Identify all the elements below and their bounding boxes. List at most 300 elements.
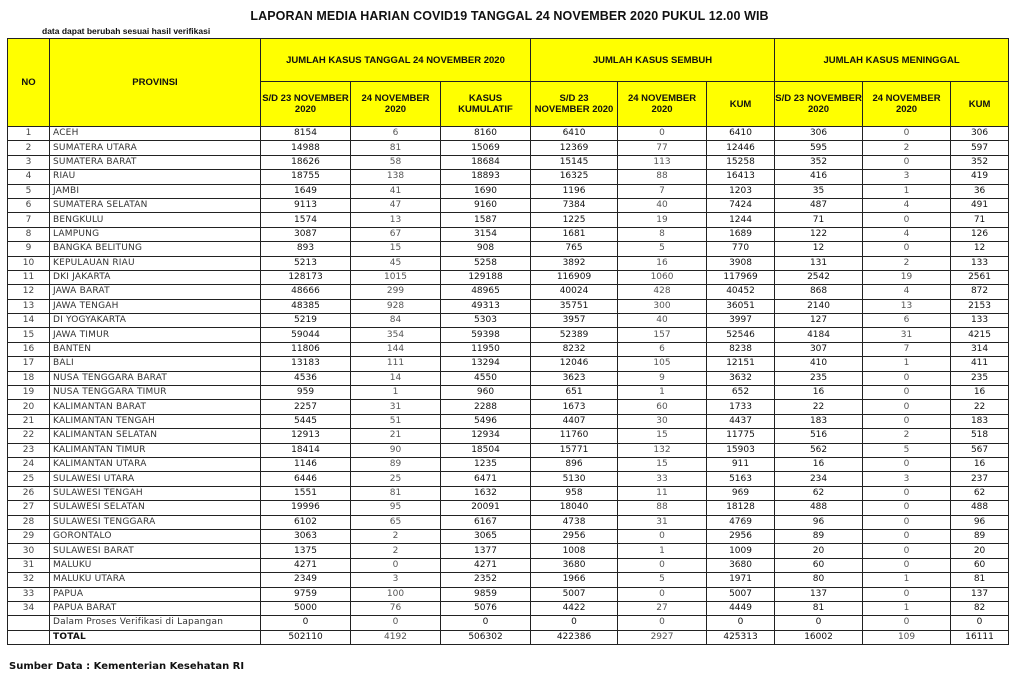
row-number: 33: [8, 587, 50, 601]
cell-s-kum: 12151: [707, 357, 775, 371]
cell-k-new: 2: [351, 544, 441, 558]
cell-k-new: 65: [351, 515, 441, 529]
cell-m-kum: 96: [951, 515, 1009, 529]
row-number: 29: [8, 529, 50, 543]
cell-m-sd: 2140: [775, 299, 863, 313]
cell-m-new: 31: [863, 328, 951, 342]
cell-k-sd: 4536: [261, 371, 351, 385]
province-name: KEPULAUAN RIAU: [50, 256, 261, 270]
cell-m-sd: 12: [775, 242, 863, 256]
row-number: 14: [8, 314, 50, 328]
cell-k-sd: 5219: [261, 314, 351, 328]
cell-k-kum: 1377: [441, 544, 531, 558]
cell-k-kum: 0: [441, 616, 531, 630]
cell-k-kum: 49313: [441, 299, 531, 313]
cell-s-new: 157: [618, 328, 707, 342]
row-number: 3: [8, 155, 50, 169]
table-row: [8, 227, 1009, 241]
cell-k-new: 41: [351, 184, 441, 198]
cell-m-kum: 4215: [951, 328, 1009, 342]
cell-m-new: 0: [863, 544, 951, 558]
province-name: JAMBI: [50, 184, 261, 198]
cell-k-kum: 2352: [441, 573, 531, 587]
cell-k-sd: 1146: [261, 457, 351, 471]
row-number: 12: [8, 285, 50, 299]
province-name: SULAWESI BARAT: [50, 544, 261, 558]
province-name: SULAWESI SELATAN: [50, 501, 261, 515]
cell-s-kum: 1689: [707, 227, 775, 241]
cell-k-sd: 6446: [261, 472, 351, 486]
cell-k-kum: 20091: [441, 501, 531, 515]
cell-m-kum: 597: [951, 141, 1009, 155]
header-provinsi: PROVINSI: [50, 39, 261, 127]
cell-m-sd: 562: [775, 443, 863, 457]
cell-k-sd: 128173: [261, 270, 351, 284]
cell-k-kum: 8160: [441, 127, 531, 141]
cell-s-sd: 651: [531, 386, 618, 400]
cell-s-new: 0: [618, 127, 707, 141]
cell-s-kum: 3908: [707, 256, 775, 270]
cell-k-new: 928: [351, 299, 441, 313]
cell-s-kum: 52546: [707, 328, 775, 342]
cell-s-sd: 52389: [531, 328, 618, 342]
cell-k-sd: 5000: [261, 601, 351, 615]
cell-m-new: 5: [863, 443, 951, 457]
province-name: BALI: [50, 357, 261, 371]
cell-m-kum: 137: [951, 587, 1009, 601]
cell-m-kum: 488: [951, 501, 1009, 515]
table-row: [8, 256, 1009, 270]
row-number: 31: [8, 558, 50, 572]
cell-m-sd: 122: [775, 227, 863, 241]
header-kasus-sd: S/D 23 NOVEMBER 2020: [261, 82, 351, 127]
cell-s-new: 132: [618, 443, 707, 457]
cell-m-kum: 20: [951, 544, 1009, 558]
cell-s-new: 31: [618, 515, 707, 529]
cell-m-sd: 71: [775, 213, 863, 227]
cell-m-new: 109: [863, 630, 951, 644]
cell-s-sd: 1681: [531, 227, 618, 241]
cell-m-sd: 137: [775, 587, 863, 601]
row-number: 15: [8, 328, 50, 342]
table-row: [8, 443, 1009, 457]
cell-k-sd: 1574: [261, 213, 351, 227]
cell-k-sd: 1551: [261, 486, 351, 500]
cell-s-kum: 18128: [707, 501, 775, 515]
cell-m-new: 3: [863, 472, 951, 486]
cell-s-sd: 12046: [531, 357, 618, 371]
cell-k-kum: 9859: [441, 587, 531, 601]
cell-s-new: 1: [618, 544, 707, 558]
table-row: [8, 429, 1009, 443]
cell-s-new: 105: [618, 357, 707, 371]
cell-k-new: 81: [351, 486, 441, 500]
cell-m-sd: 183: [775, 414, 863, 428]
cell-s-kum: 15903: [707, 443, 775, 457]
covid-report-table: [7, 38, 1009, 645]
cell-k-new: 45: [351, 256, 441, 270]
cell-m-new: 0: [863, 501, 951, 515]
cell-k-sd: 0: [261, 616, 351, 630]
cell-s-kum: 3632: [707, 371, 775, 385]
cell-k-kum: 18684: [441, 155, 531, 169]
cell-k-kum: 12934: [441, 429, 531, 443]
cell-m-new: 0: [863, 155, 951, 169]
cell-m-sd: 410: [775, 357, 863, 371]
cell-s-sd: 7384: [531, 198, 618, 212]
header-meninggal-today: 24 NOVEMBER 2020: [863, 82, 951, 127]
cell-m-new: 4: [863, 198, 951, 212]
cell-s-sd: 35751: [531, 299, 618, 313]
province-name: BANGKA BELITUNG: [50, 242, 261, 256]
cell-k-new: 25: [351, 472, 441, 486]
cell-m-new: 1: [863, 357, 951, 371]
table-row: [8, 529, 1009, 543]
cell-s-sd: 116909: [531, 270, 618, 284]
header-no: NO: [8, 39, 50, 127]
cell-s-new: 33: [618, 472, 707, 486]
cell-m-kum: 237: [951, 472, 1009, 486]
cell-s-kum: 4769: [707, 515, 775, 529]
cell-m-new: 4: [863, 227, 951, 241]
row-number: 9: [8, 242, 50, 256]
province-name: PAPUA: [50, 587, 261, 601]
cell-k-sd: 2257: [261, 400, 351, 414]
cell-k-new: 58: [351, 155, 441, 169]
cell-k-kum: 3154: [441, 227, 531, 241]
cell-m-sd: 81: [775, 601, 863, 615]
cell-m-new: 0: [863, 386, 951, 400]
row-number: 24: [8, 457, 50, 471]
cell-m-new: 7: [863, 342, 951, 356]
cell-s-new: 19: [618, 213, 707, 227]
header-kasus-kum: KASUS KUMULATIF: [441, 82, 531, 127]
cell-s-kum: 770: [707, 242, 775, 256]
province-name: RIAU: [50, 170, 261, 184]
cell-m-sd: 487: [775, 198, 863, 212]
cell-k-kum: 18893: [441, 170, 531, 184]
cell-m-sd: 595: [775, 141, 863, 155]
province-name: SUMATERA UTARA: [50, 141, 261, 155]
cell-k-sd: 6102: [261, 515, 351, 529]
province-name: TOTAL: [50, 630, 261, 644]
cell-m-sd: 16002: [775, 630, 863, 644]
cell-k-new: 47: [351, 198, 441, 212]
cell-m-kum: 419: [951, 170, 1009, 184]
header-sembuh-kum: KUM: [707, 82, 775, 127]
cell-s-sd: 15145: [531, 155, 618, 169]
header-sembuh-sd: S/D 23 NOVEMBER 2020: [531, 82, 618, 127]
cell-k-sd: 4271: [261, 558, 351, 572]
province-name: JAWA TENGAH: [50, 299, 261, 313]
cell-k-new: 299: [351, 285, 441, 299]
cell-s-sd: 5007: [531, 587, 618, 601]
cell-s-new: 2927: [618, 630, 707, 644]
cell-k-kum: 5303: [441, 314, 531, 328]
cell-k-sd: 5213: [261, 256, 351, 270]
cell-s-kum: 16413: [707, 170, 775, 184]
cell-k-kum: 9160: [441, 198, 531, 212]
cell-s-sd: 4422: [531, 601, 618, 615]
cell-s-new: 5: [618, 573, 707, 587]
cell-s-kum: 969: [707, 486, 775, 500]
row-number: 11: [8, 270, 50, 284]
cell-k-kum: 5258: [441, 256, 531, 270]
row-number: 6: [8, 198, 50, 212]
cell-m-kum: 22: [951, 400, 1009, 414]
cell-k-sd: 502110: [261, 630, 351, 644]
cell-k-sd: 9113: [261, 198, 351, 212]
row-number: 7: [8, 213, 50, 227]
table-row: [8, 357, 1009, 371]
row-number: 30: [8, 544, 50, 558]
cell-k-sd: 11806: [261, 342, 351, 356]
cell-m-kum: 133: [951, 256, 1009, 270]
cell-m-kum: 411: [951, 357, 1009, 371]
cell-s-kum: 12446: [707, 141, 775, 155]
cell-k-kum: 960: [441, 386, 531, 400]
row-number: 28: [8, 515, 50, 529]
cell-m-new: 19: [863, 270, 951, 284]
cell-k-sd: 3063: [261, 529, 351, 543]
header-group-meninggal: JUMLAH KASUS MENINGGAL: [775, 39, 1009, 82]
province-name: JAWA BARAT: [50, 285, 261, 299]
header-group-kasus: JUMLAH KASUS TANGGAL 24 NOVEMBER 2020: [261, 39, 531, 82]
cell-k-new: 76: [351, 601, 441, 615]
cell-k-sd: 3087: [261, 227, 351, 241]
row-number: 26: [8, 486, 50, 500]
province-name: BANTEN: [50, 342, 261, 356]
cell-s-sd: 3957: [531, 314, 618, 328]
cell-s-new: 11: [618, 486, 707, 500]
cell-m-kum: 16: [951, 457, 1009, 471]
cell-m-new: 6: [863, 314, 951, 328]
cell-m-kum: 81: [951, 573, 1009, 587]
cell-k-sd: 12913: [261, 429, 351, 443]
table-row: [8, 155, 1009, 169]
table-row: [8, 299, 1009, 313]
cell-s-new: 7: [618, 184, 707, 198]
cell-k-sd: 893: [261, 242, 351, 256]
cell-s-kum: 5163: [707, 472, 775, 486]
cell-m-new: 2: [863, 429, 951, 443]
province-name: NUSA TENGGARA TIMUR: [50, 386, 261, 400]
cell-m-sd: 234: [775, 472, 863, 486]
province-name: KALIMANTAN BARAT: [50, 400, 261, 414]
cell-m-new: 0: [863, 127, 951, 141]
header-kasus-today: 24 NOVEMBER 2020: [351, 82, 441, 127]
cell-k-new: 6: [351, 127, 441, 141]
cell-s-new: 40: [618, 314, 707, 328]
cell-m-new: 0: [863, 371, 951, 385]
cell-k-new: 84: [351, 314, 441, 328]
cell-s-sd: 2956: [531, 529, 618, 543]
cell-s-sd: 18040: [531, 501, 618, 515]
table-row: [8, 501, 1009, 515]
table-row: [8, 386, 1009, 400]
cell-m-sd: 131: [775, 256, 863, 270]
province-name: DI YOGYAKARTA: [50, 314, 261, 328]
province-name: PAPUA BARAT: [50, 601, 261, 615]
cell-m-kum: 518: [951, 429, 1009, 443]
cell-m-kum: 82: [951, 601, 1009, 615]
cell-k-new: 2: [351, 529, 441, 543]
cell-m-new: 4: [863, 285, 951, 299]
cell-k-new: 100: [351, 587, 441, 601]
cell-s-new: 113: [618, 155, 707, 169]
province-name: JAWA TIMUR: [50, 328, 261, 342]
cell-m-sd: 89: [775, 529, 863, 543]
province-name: ACEH: [50, 127, 261, 141]
cell-m-sd: 16: [775, 386, 863, 400]
cell-k-new: 21: [351, 429, 441, 443]
table-row: [8, 414, 1009, 428]
cell-k-sd: 18755: [261, 170, 351, 184]
province-name: MALUKU: [50, 558, 261, 572]
table-row: [8, 486, 1009, 500]
cell-s-sd: 12369: [531, 141, 618, 155]
cell-m-kum: 352: [951, 155, 1009, 169]
cell-m-kum: 16: [951, 386, 1009, 400]
cell-k-kum: 3065: [441, 529, 531, 543]
cell-m-kum: 60: [951, 558, 1009, 572]
cell-s-kum: 4449: [707, 601, 775, 615]
cell-s-sd: 896: [531, 457, 618, 471]
cell-m-kum: 2153: [951, 299, 1009, 313]
cell-k-sd: 13183: [261, 357, 351, 371]
province-name: KALIMANTAN TIMUR: [50, 443, 261, 457]
table-row: [8, 342, 1009, 356]
cell-s-new: 88: [618, 170, 707, 184]
cell-k-new: 67: [351, 227, 441, 241]
cell-k-new: 1015: [351, 270, 441, 284]
cell-k-kum: 11950: [441, 342, 531, 356]
cell-s-kum: 2956: [707, 529, 775, 543]
table-row: [8, 242, 1009, 256]
cell-m-new: 0: [863, 457, 951, 471]
cell-s-sd: 1196: [531, 184, 618, 198]
cell-m-new: 0: [863, 558, 951, 572]
cell-s-sd: 3680: [531, 558, 618, 572]
cell-s-kum: 1733: [707, 400, 775, 414]
cell-k-kum: 5076: [441, 601, 531, 615]
header-group-sembuh: JUMLAH KASUS SEMBUH: [531, 39, 775, 82]
cell-s-sd: 3892: [531, 256, 618, 270]
cell-m-new: 2: [863, 256, 951, 270]
cell-s-new: 5: [618, 242, 707, 256]
cell-s-sd: 16325: [531, 170, 618, 184]
cell-k-sd: 5445: [261, 414, 351, 428]
cell-s-new: 428: [618, 285, 707, 299]
table-row: [8, 601, 1009, 615]
table-row: [8, 558, 1009, 572]
province-name: SUMATERA BARAT: [50, 155, 261, 169]
province-name: MALUKU UTARA: [50, 573, 261, 587]
cell-s-new: 0: [618, 558, 707, 572]
cell-s-kum: 4437: [707, 414, 775, 428]
table-row: [8, 544, 1009, 558]
province-name: LAMPUNG: [50, 227, 261, 241]
row-number: 17: [8, 357, 50, 371]
table-row: [8, 127, 1009, 141]
cell-m-kum: 12: [951, 242, 1009, 256]
cell-k-new: 4192: [351, 630, 441, 644]
cell-s-sd: 5130: [531, 472, 618, 486]
cell-k-kum: 5496: [441, 414, 531, 428]
source-footer: Sumber Data : Kementerian Kesehatan RI: [9, 661, 245, 672]
cell-k-sd: 8154: [261, 127, 351, 141]
cell-s-sd: 8232: [531, 342, 618, 356]
row-number: [8, 616, 50, 630]
table-row: [8, 371, 1009, 385]
row-number: 8: [8, 227, 50, 241]
cell-s-kum: 3680: [707, 558, 775, 572]
cell-k-sd: 14988: [261, 141, 351, 155]
cell-s-new: 9: [618, 371, 707, 385]
cell-s-new: 8: [618, 227, 707, 241]
row-number: 25: [8, 472, 50, 486]
cell-s-sd: 6410: [531, 127, 618, 141]
cell-k-kum: 506302: [441, 630, 531, 644]
province-name: SUMATERA SELATAN: [50, 198, 261, 212]
cell-k-kum: 1632: [441, 486, 531, 500]
cell-k-sd: 959: [261, 386, 351, 400]
cell-k-kum: 6167: [441, 515, 531, 529]
cell-k-new: 144: [351, 342, 441, 356]
cell-k-kum: 4271: [441, 558, 531, 572]
cell-k-new: 51: [351, 414, 441, 428]
table-row: [8, 270, 1009, 284]
row-number: [8, 630, 50, 644]
cell-k-new: 90: [351, 443, 441, 457]
cell-s-new: 16: [618, 256, 707, 270]
cell-s-sd: 958: [531, 486, 618, 500]
cell-m-sd: 16: [775, 457, 863, 471]
cell-s-new: 30: [618, 414, 707, 428]
cell-m-new: 1: [863, 601, 951, 615]
cell-m-sd: 20: [775, 544, 863, 558]
cell-s-new: 27: [618, 601, 707, 615]
cell-s-new: 1060: [618, 270, 707, 284]
cell-m-kum: 126: [951, 227, 1009, 241]
cell-m-new: 1: [863, 573, 951, 587]
row-number: 32: [8, 573, 50, 587]
row-number: 1: [8, 127, 50, 141]
cell-m-new: 0: [863, 414, 951, 428]
cell-m-sd: 516: [775, 429, 863, 443]
cell-m-sd: 62: [775, 486, 863, 500]
cell-s-new: 15: [618, 457, 707, 471]
cell-s-kum: 652: [707, 386, 775, 400]
cell-m-kum: 314: [951, 342, 1009, 356]
cell-s-new: 300: [618, 299, 707, 313]
cell-s-kum: 911: [707, 457, 775, 471]
row-number: 27: [8, 501, 50, 515]
table-row: [8, 515, 1009, 529]
cell-s-kum: 8238: [707, 342, 775, 356]
cell-k-kum: 18504: [441, 443, 531, 457]
cell-k-new: 111: [351, 357, 441, 371]
cell-m-kum: 872: [951, 285, 1009, 299]
cell-s-new: 77: [618, 141, 707, 155]
cell-m-sd: 80: [775, 573, 863, 587]
table-row: [8, 184, 1009, 198]
cell-m-new: 13: [863, 299, 951, 313]
cell-k-new: 31: [351, 400, 441, 414]
cell-s-kum: 5007: [707, 587, 775, 601]
cell-k-sd: 48385: [261, 299, 351, 313]
cell-k-sd: 1375: [261, 544, 351, 558]
